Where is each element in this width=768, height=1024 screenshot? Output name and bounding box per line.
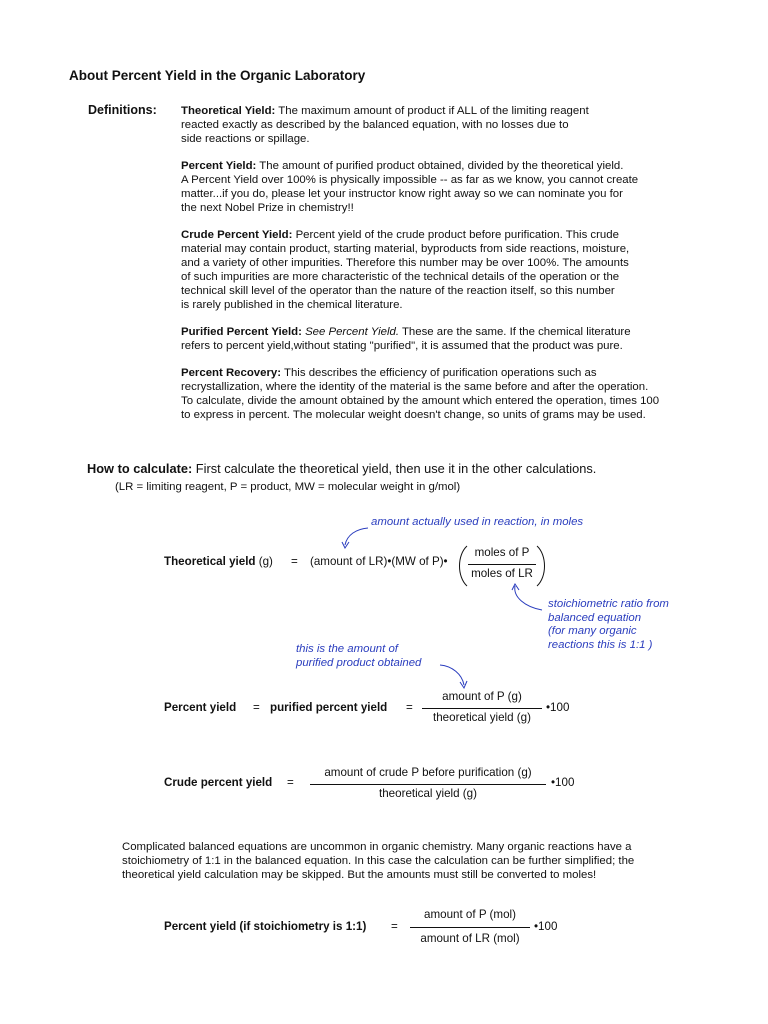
annotation-line: stoichiometric ratio from: [548, 598, 669, 610]
term-percent-recovery: Percent Recovery:: [181, 367, 282, 379]
paragraph-line: Complicated balanced equations are uncommon in organic chemistry. Many organic reactions have a: [122, 841, 632, 853]
percent-denominator: theoretical yield (g): [433, 711, 531, 724]
def-line: reacted exactly as described by the balanced equation, with no losses due to: [181, 119, 569, 131]
term-purified-percent-yield: Purified Percent Yield:: [181, 326, 302, 338]
percent-numerator: amount of P (g): [442, 690, 522, 703]
paragraph-line: theoretical yield calculation may be skipped. But the amounts must still be converted to moles!: [122, 869, 597, 881]
def-line: of such impurities are more characteristic of the technical details of the operation or the: [181, 271, 620, 283]
page-title: About Percent Yield in the Organic Laboratory: [69, 68, 366, 83]
simple-denominator: amount of LR (mol): [420, 932, 520, 945]
crude-denominator: theoretical yield (g): [379, 787, 477, 800]
ratio-denominator: moles of LR: [471, 567, 533, 580]
simple-percent-yield-label: Percent yield (if stoichiometry is 1:1): [164, 920, 367, 933]
theoretical-yield-equation: [164, 555, 273, 568]
def-line: side reactions or spillage.: [181, 133, 310, 145]
percent-yield-equation: [164, 701, 236, 714]
fraction-bar: [468, 564, 536, 565]
paragraph-line: stoichiometry of 1:1 in the balanced equation. In this case the calculation can be further simplified; the: [122, 855, 635, 867]
def-line: material may contain product, starting material, byproducts from side reactions, moisture,: [181, 243, 630, 255]
def-line: This describes the efficiency of purification operations such as: [281, 367, 597, 379]
term-crude-percent-yield: Crude Percent Yield:: [181, 229, 293, 241]
annotation-line: reactions this is 1:1 ): [548, 638, 653, 651]
annotation-amount-used: amount actually used in reaction, in moles: [371, 516, 584, 528]
equals-sign: =: [291, 555, 298, 568]
def-line: technical skill level of the operator than the nature of the reaction itself, so this number: [181, 285, 615, 297]
term-percent-yield: Percent Yield:: [181, 160, 257, 172]
theoretical-yield-expression: (amount of LR)•(MW of P)•: [310, 555, 448, 568]
def-line: The maximum amount of product if ALL of the limiting reagent: [275, 105, 589, 117]
def-line: A Percent Yield over 100% is physically impossible -- as far as we know, you cannot create: [181, 174, 639, 186]
crude-percent-yield-equation: [164, 776, 272, 789]
annotation-line: this is the amount of: [296, 643, 398, 655]
see-percent-yield: See Percent Yield.: [301, 326, 400, 338]
def-line: is rarely published in the chemical literature.: [181, 299, 403, 311]
def-line: These are the same. If the chemical literature: [399, 326, 631, 338]
simple-numerator: amount of P (mol): [424, 908, 516, 921]
def-line: matter...if you do, please let your instructor know right away so we can nominate you for: [181, 188, 623, 200]
term-theoretical-yield: Theoretical Yield:: [181, 105, 276, 117]
def-line: The amount of purified product obtained, divided by the theoretical yield.: [256, 160, 624, 172]
purified-percent-yield-label: [270, 701, 387, 714]
equals-sign: =: [391, 920, 398, 933]
equals-sign: =: [253, 701, 260, 714]
purified-percent-yield-text: purified percent yield: [270, 701, 388, 714]
crude-numerator: amount of crude P before purification (g): [324, 766, 532, 779]
annotation-line: balanced equation: [548, 611, 642, 624]
annotation-stoichiometric-ratio: [548, 598, 669, 652]
def-line: recrystallization, where the identity of the material is the same before and after the operation.: [181, 381, 649, 393]
def-line: and a variety of other impurities. Therefore this number may be over 100%. The amounts: [181, 257, 629, 269]
how-to-text: First calculate the theoretical yield, then use it in the other calculations.: [192, 461, 597, 476]
fraction-bar: [422, 708, 542, 709]
equals-sign: =: [406, 701, 413, 714]
def-line: to express in percent. The molecular weight doesn't change, so units of grams may be used.: [181, 409, 646, 421]
abbreviation-legend: (LR = limiting reagent, P = product, MW = molecular weight in g/mol): [115, 481, 461, 493]
crude-percent-yield-label: Crude percent yield: [164, 776, 273, 789]
def-line: To calculate, divide the amount obtained by the amount which entered the operation, times 100: [181, 395, 660, 407]
simple-percent-yield-equation: [164, 920, 366, 933]
definitions-label: Definitions:: [88, 103, 157, 117]
times-100: •100: [546, 701, 570, 714]
def-line: Percent yield of the crude product before purification. This crude: [292, 229, 619, 241]
times-100: •100: [551, 776, 575, 789]
annotation-purified-product: [296, 643, 421, 670]
def-line: the next Nobel Prize in chemistry!!: [181, 202, 354, 214]
fraction-bar: [310, 784, 546, 785]
percent-yield-label: Percent yield: [164, 701, 237, 714]
annotation-line: (for many organic: [548, 625, 637, 637]
theoretical-yield-label: Theoretical yield: [164, 555, 256, 568]
ratio-numerator: moles of P: [474, 546, 530, 559]
times-100: •100: [534, 920, 558, 933]
unit: (g): [255, 555, 273, 568]
def-line: refers to percent yield,without stating "purified", it is assumed that the product was pure.: [181, 340, 623, 352]
equals-sign: =: [287, 776, 294, 789]
fraction-bar: [410, 927, 530, 928]
how-to-label: How to calculate:: [87, 461, 193, 476]
complicated-paragraph: [122, 840, 634, 882]
annotation-line: purified product obtained: [296, 656, 422, 669]
